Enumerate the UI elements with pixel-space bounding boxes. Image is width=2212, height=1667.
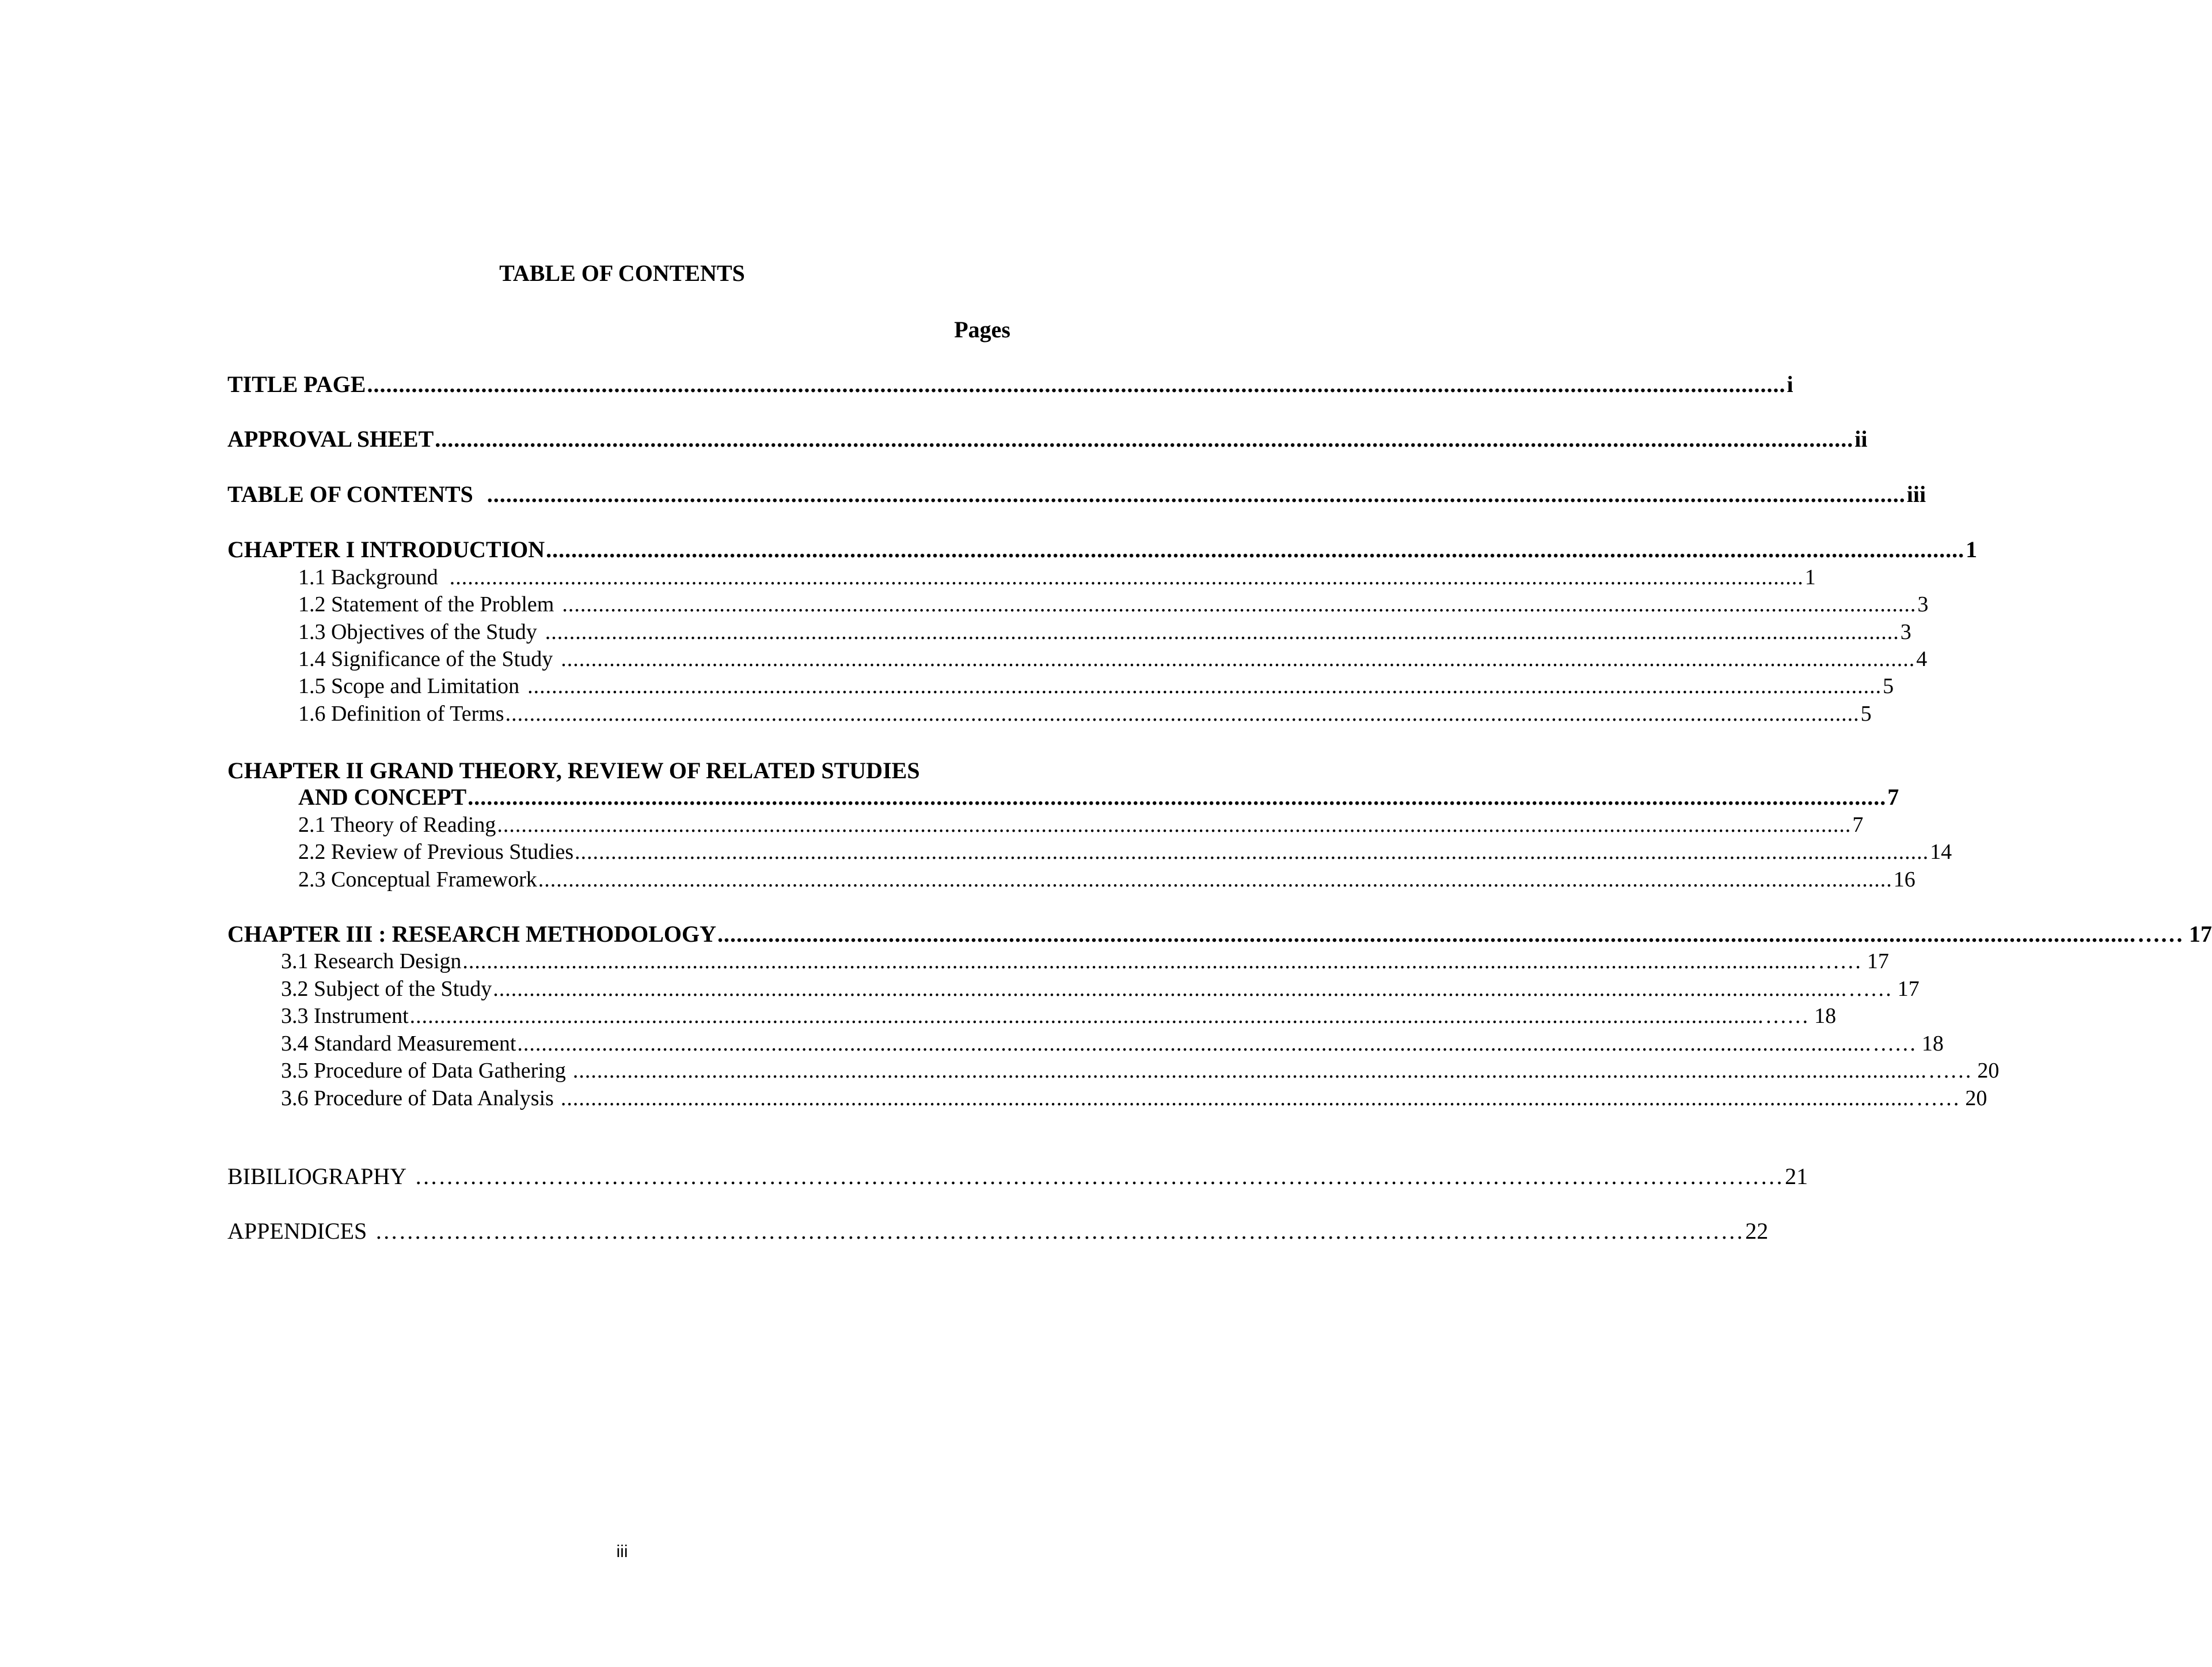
toc-entry-bibliography (227, 1162, 1808, 1191)
toc-entry-label: CHAPTER III : RESEARCH METHODOLOGY (227, 921, 716, 947)
toc-entry-page: 1 (1804, 565, 1816, 589)
toc-entry-label: 1.5 Scope and Limitation (298, 674, 520, 698)
toc-entry-label: 3.1 Research Design (281, 949, 462, 973)
toc-entry-label: 3.3 Instrument (281, 1004, 409, 1028)
leader-dots: ................................................................................................................................................................................................................................ (517, 1032, 1872, 1056)
toc-subentry (281, 947, 1889, 975)
toc-entry-label: 1.6 Definition of Terms (298, 702, 504, 726)
toc-chapter-2 (298, 783, 1899, 812)
toc-title: TABLE OF CONTENTS (499, 260, 745, 286)
toc-entry-label: APPROVAL SHEET (227, 426, 434, 452)
toc-entry-label: TITLE PAGE (227, 371, 366, 397)
toc-subentry (298, 838, 1952, 866)
toc-entry-page: i (1787, 371, 1793, 397)
toc-subentry (281, 1084, 1987, 1112)
toc-entry-label: 3.5 Procedure of Data Gathering (281, 1059, 566, 1083)
toc-chapter-2-heading: CHAPTER II GRAND THEORY, REVIEW OF RELATED STUDIES (227, 758, 920, 783)
toc-subentry (281, 1030, 1944, 1057)
leader-dots: ................................................................................................................................................................................................................................ (449, 565, 1804, 589)
leader-dots: ................................................................................................................................................................................................................................ (435, 426, 1854, 452)
toc-entry-page: 14 (1930, 840, 1952, 864)
pages-column-label: Pages (954, 317, 1010, 342)
toc-entry-page: …… 17 (2137, 921, 2212, 947)
toc-entry-label: 3.6 Procedure of Data Analysis (281, 1086, 554, 1110)
toc-entry-label: BIBILIOGRAPHY (227, 1163, 407, 1189)
toc-entry-page: 3 (1900, 620, 1911, 644)
toc-subentry (281, 1002, 1837, 1030)
toc-entry-page: …… 18 (1765, 1004, 1837, 1028)
leader-dots: ................................................................................................................................................................................................................................ (562, 592, 1917, 616)
toc-entry-label: 3.4 Standard Measurement (281, 1032, 516, 1056)
toc-entry-page: …… 20 (1928, 1059, 2000, 1083)
toc-entry-page: …… 20 (1915, 1086, 1987, 1110)
leader-dots: ................................................................................................................................................................................................................................ (468, 784, 1887, 810)
toc-entry-label: 1.1 Background (298, 565, 438, 589)
toc-entry-page: …… 17 (1818, 949, 1889, 973)
toc-entry-label: 2.3 Conceptual Framework (298, 867, 537, 892)
toc-entry-page: 5 (1860, 702, 1872, 726)
toc-entry-page: 1 (1966, 536, 1978, 562)
toc-entry-label: 1.2 Statement of the Problem (298, 592, 554, 616)
leader-dots: ................................................................................................................................................................................................................................ (560, 1086, 1915, 1110)
leader-dots: ................................................................................................................................................................................................................................ (527, 674, 1882, 698)
toc-entry-approval-sheet (227, 425, 1868, 454)
toc-entry-page: ii (1854, 426, 1868, 452)
toc-subentry (281, 1057, 2000, 1084)
toc-subentry (281, 975, 1920, 1003)
toc-entry-appendices (227, 1217, 1769, 1246)
toc-entry-page: 21 (1785, 1163, 1808, 1189)
toc-entry-label: 2.2 Review of Previous Studies (298, 840, 574, 864)
toc-entry-label: APPENDICES (227, 1218, 367, 1244)
leader-dots: ................................................................................................................................................................................................................................ (545, 620, 1899, 644)
toc-entry-table-of-contents (227, 480, 1926, 509)
leader-dots: ................................................................................................................................................................................................................................ (487, 481, 1906, 507)
leader-dots: ................................................................................................................................................................................................................................ (575, 840, 1929, 864)
leader-dots: ................................................................................................................................................................................................................................ (497, 813, 1852, 837)
toc-entry-label: TABLE OF CONTENTS (227, 481, 473, 507)
toc-entry-page: 22 (1745, 1218, 1769, 1244)
toc-entry-label: 1.4 Significance of the Study (298, 647, 553, 671)
toc-subentry (298, 591, 1929, 618)
toc-subentry (298, 618, 1911, 646)
toc-entry-page: …… 17 (1848, 977, 1920, 1001)
toc-entry-page: 5 (1883, 674, 1894, 698)
toc-entry-page: 7 (1887, 784, 1899, 810)
toc-entry-title-page (227, 370, 1793, 399)
leader-dots: ................................................................................................................................................................................................................................ (367, 371, 1786, 397)
page-number: iii (616, 1542, 628, 1561)
leader-dots: ................................................................................................................................................................................................................................ (409, 1004, 1764, 1028)
leader-dots: ................................................................................................................................................................................................................................ (717, 921, 2136, 947)
toc-entry-page: iii (1906, 481, 1926, 507)
toc-entry-page: 3 (1917, 592, 1929, 616)
toc-subentry (298, 811, 1864, 839)
toc-subentry (298, 672, 1894, 700)
leader-dots: ................................................................................................................................................................................................................................ (561, 647, 1915, 671)
leader-dots: ................................................................................................................................................................................................................................ (462, 949, 1817, 973)
toc-subentry (298, 564, 1816, 591)
toc-entry-label: 2.1 Theory of Reading (298, 813, 496, 837)
leader-dots: ................................................................................................................................................................................................................................ (538, 867, 1892, 892)
toc-entry-page: 4 (1916, 647, 1928, 671)
toc-entry-page: 7 (1852, 813, 1864, 837)
leader-dots: ................................................................................................................................................................................................................................ (572, 1059, 1927, 1083)
leader-dots: ................................................................................................................................................................................................................................ (493, 977, 1848, 1001)
leader-dots: ………………………………………………………………………………………………………………………………………………………… (375, 1218, 1744, 1244)
toc-entry-label: 1.3 Objectives of the Study (298, 620, 537, 644)
toc-entry-page: 16 (1893, 867, 1915, 892)
toc-chapter-3 (227, 920, 2212, 949)
toc-subentry (298, 700, 1872, 728)
toc-subentry (298, 866, 1915, 893)
toc-entry-label: 3.2 Subject of the Study (281, 977, 492, 1001)
leader-dots: ................................................................................................................................................................................................................................ (546, 536, 1965, 562)
toc-entry-page: …… 18 (1872, 1032, 1944, 1056)
toc-entry-label: CHAPTER I INTRODUCTION (227, 536, 545, 562)
toc-chapter-1 (227, 535, 1978, 564)
toc-entry-label: AND CONCEPT (298, 784, 467, 810)
toc-subentry (298, 645, 1928, 673)
leader-dots: ................................................................................................................................................................................................................................ (505, 702, 1860, 726)
leader-dots: ………………………………………………………………………………………………………………………………………………………… (415, 1163, 1784, 1189)
